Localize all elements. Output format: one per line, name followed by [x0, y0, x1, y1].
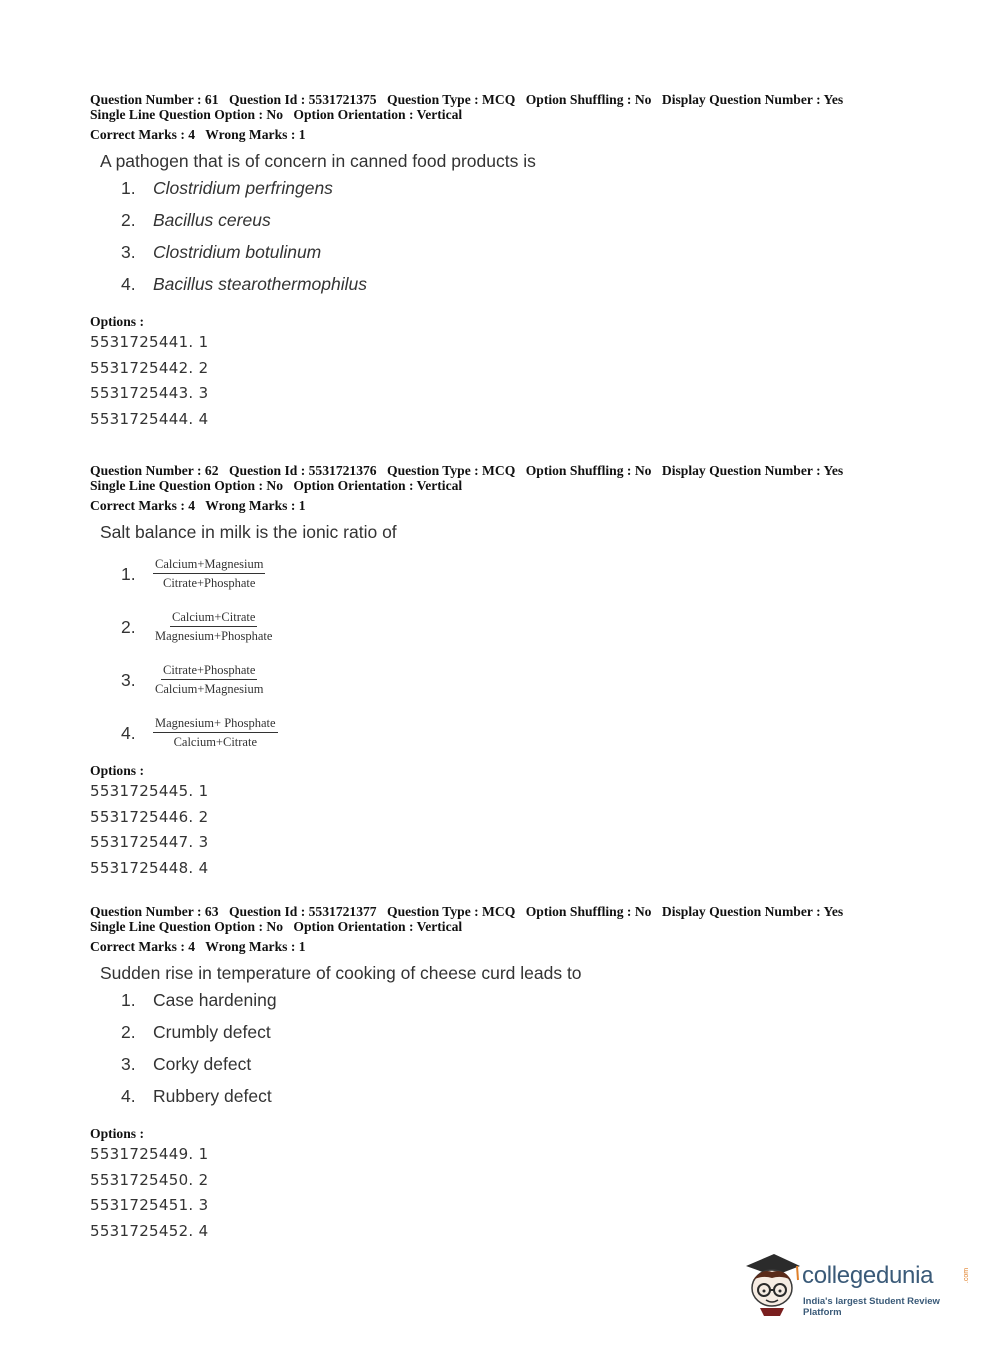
- brand-suffix: .com: [963, 1267, 971, 1284]
- choice-text: Rubbery defect: [153, 1086, 272, 1106]
- option-code: 5531725441. 1: [90, 333, 209, 351]
- choice-text: Case hardening: [153, 990, 277, 1010]
- choice-number: 4.: [121, 722, 136, 743]
- collegedunia-logo: [742, 1250, 972, 1320]
- choice-number: 4.: [121, 274, 136, 294]
- choice-number: 4.: [121, 1086, 136, 1106]
- choice-list: [90, 984, 950, 1112]
- choice-list: [90, 547, 950, 759]
- options-label: Options :: [90, 763, 145, 778]
- option-code: 5531725444. 4: [90, 409, 209, 428]
- choice-list: [90, 172, 950, 300]
- fraction: [153, 715, 278, 750]
- fraction-numerator: Magnesium+ Phosphate: [153, 715, 278, 733]
- option-code-list: [90, 1142, 950, 1244]
- choice-number: 1.: [121, 178, 136, 198]
- choice-item: [121, 547, 950, 600]
- fraction-denominator: Magnesium+Phosphate: [155, 629, 273, 643]
- choice-item: [121, 268, 950, 300]
- question-meta-line2: Single Line Question Option : No Option Orientation : Vertical: [90, 919, 463, 934]
- choice-item: [121, 236, 950, 268]
- fraction-denominator: Calcium+Magnesium: [155, 682, 264, 696]
- question-marks: Correct Marks : 4 Wrong Marks : 1: [90, 498, 306, 513]
- brand-tagline: India's largest Student Review Platform: [803, 1296, 940, 1318]
- choice-number: 3.: [121, 669, 136, 690]
- choice-text: Clostridium perfringens: [153, 178, 333, 198]
- choice-number: 3.: [121, 1054, 136, 1074]
- fraction-numerator: Calcium+Magnesium: [153, 556, 265, 574]
- question-stem: Sudden rise in temperature of cooking of cheese curd leads to: [100, 963, 582, 983]
- option-code-list: [90, 779, 950, 881]
- choice-number: 3.: [121, 242, 136, 262]
- choice-number: 2.: [121, 210, 136, 230]
- mascot-icon: [742, 1250, 802, 1320]
- choice-text: Corky defect: [153, 1054, 252, 1074]
- choice-text: Bacillus stearothermophilus: [153, 274, 367, 294]
- options-label: Options :: [90, 1126, 145, 1141]
- choice-item: [121, 653, 950, 706]
- question-61: [90, 92, 950, 432]
- choice-text: Bacillus cereus: [153, 210, 271, 230]
- option-code-list: [90, 330, 950, 432]
- fraction-denominator: Calcium+Citrate: [173, 735, 257, 749]
- question-meta-line2: Single Line Question Option : No Option Orientation : Vertical: [90, 107, 463, 122]
- fraction-numerator: Citrate+Phosphate: [161, 662, 257, 680]
- choice-item: [121, 600, 950, 653]
- option-code: 5531725451. 3: [90, 1196, 209, 1214]
- choice-number: 1.: [121, 563, 136, 584]
- fraction-numerator: Calcium+Citrate: [170, 609, 257, 627]
- option-code: 5531725447. 3: [90, 833, 209, 851]
- question-62: [90, 463, 950, 881]
- brand-name: collegedunia: [802, 1262, 934, 1289]
- choice-text: Clostridium botulinum: [153, 242, 322, 262]
- option-code: 5531725450. 2: [90, 1170, 209, 1189]
- question-meta-line1: Question Number : 61 Question Id : 5531721375 Question Type : MCQ Option Shuffling : No Display Question Number : Yes: [90, 92, 844, 107]
- option-code: 5531725448. 4: [90, 858, 209, 877]
- question-meta-line2: Single Line Question Option : No Option Orientation : Vertical: [90, 478, 463, 493]
- choice-item: [121, 172, 950, 204]
- option-code: 5531725452. 4: [90, 1221, 209, 1240]
- fraction: [153, 556, 265, 591]
- choice-number: 2.: [121, 1022, 136, 1042]
- option-code: 5531725445. 1: [90, 782, 209, 800]
- question-meta-line1: Question Number : 63 Question Id : 5531721377 Question Type : MCQ Option Shuffling : No Display Question Number : Yes: [90, 904, 844, 919]
- choice-number: 2.: [121, 616, 136, 637]
- fraction: [153, 662, 265, 697]
- fraction-denominator: Citrate+Phosphate: [162, 576, 256, 590]
- choice-item: [121, 1048, 950, 1080]
- choice-item: [121, 1016, 950, 1048]
- question-stem: Salt balance in milk is the ionic ratio of: [100, 522, 397, 542]
- question-stem: A pathogen that is of concern in canned food products is: [100, 151, 536, 171]
- choice-number: 1.: [121, 990, 136, 1010]
- choice-item: [121, 1080, 950, 1112]
- option-code: 5531725442. 2: [90, 358, 209, 377]
- question-marks: Correct Marks : 4 Wrong Marks : 1: [90, 127, 306, 142]
- choice-text: Crumbly defect: [153, 1022, 271, 1042]
- options-label: Options :: [90, 314, 145, 329]
- question-63: [90, 904, 950, 1244]
- option-code: 5531725449. 1: [90, 1145, 209, 1163]
- fraction: [153, 609, 274, 644]
- option-code: 5531725446. 2: [90, 807, 209, 826]
- choice-item: [121, 984, 950, 1016]
- choice-item: [121, 204, 950, 236]
- question-meta-line1: Question Number : 62 Question Id : 5531721376 Question Type : MCQ Option Shuffling : No Display Question Number : Yes: [90, 463, 844, 478]
- choice-item: [121, 706, 950, 759]
- question-marks: Correct Marks : 4 Wrong Marks : 1: [90, 939, 306, 954]
- option-code: 5531725443. 3: [90, 384, 209, 402]
